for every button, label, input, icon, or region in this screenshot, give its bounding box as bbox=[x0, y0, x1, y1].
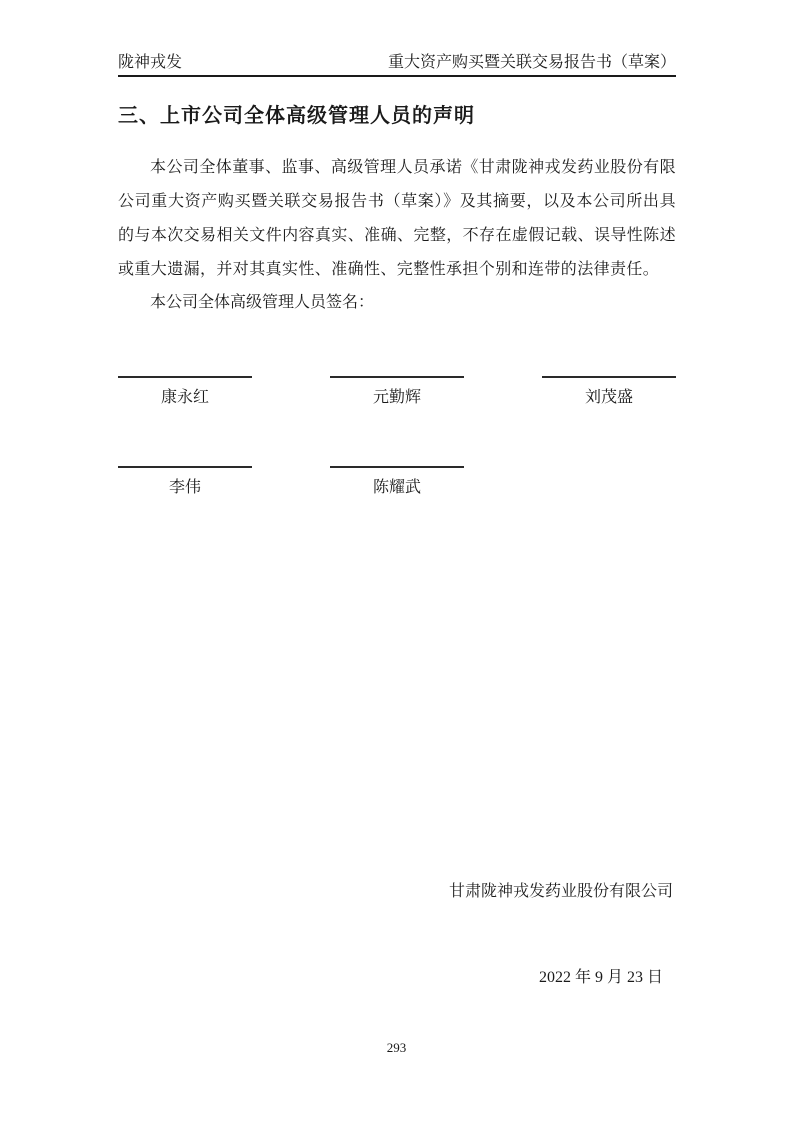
signatory-name: 李伟 bbox=[168, 479, 201, 496]
signatory-name: 陈耀武 bbox=[372, 479, 421, 496]
document-date: 2022 年 9 月 23 日 bbox=[538, 969, 663, 986]
signatory-name: 康永红 bbox=[160, 389, 209, 406]
header-right-running-title: 重大资产购买暨关联交易报告书（草案） bbox=[387, 54, 676, 71]
signatory-name: 刘茂盛 bbox=[584, 389, 633, 406]
signature-row-2 bbox=[118, 466, 464, 497]
signature-row-1 bbox=[118, 376, 676, 407]
page-header bbox=[118, 53, 676, 73]
signature-block bbox=[542, 376, 676, 407]
section-heading: 三、上市公司全体高级管理人员的声明 bbox=[118, 105, 475, 127]
signatory-name: 元勤辉 bbox=[372, 389, 421, 406]
signature-label: 本公司全体高级管理人员签名： bbox=[150, 294, 375, 311]
header-left-running-title: 陇神戎发 bbox=[118, 54, 183, 71]
signature-block bbox=[118, 466, 252, 497]
signature-block bbox=[330, 466, 464, 497]
signature-block bbox=[330, 376, 464, 407]
company-name: 甘肃陇神戎发药业股份有限公司 bbox=[448, 883, 673, 900]
signature-block bbox=[118, 376, 252, 407]
header-rule bbox=[118, 75, 676, 77]
declaration-paragraph: 本公司全体董事、监事、高级管理人员承诺《甘肃陇神戎发药业股份有限公司重大资产购买暨关联交易报告书（草案）》及其摘要，以及本公司所出具的与本次交易相关文件内容真实、准确、完整，不存在虚假记载、误导性陈述或重大遗漏，并对其真实性、准确性、完整性承担个别和连带的法律责任。 bbox=[118, 159, 676, 278]
page-number: 293 bbox=[386, 1040, 407, 1055]
